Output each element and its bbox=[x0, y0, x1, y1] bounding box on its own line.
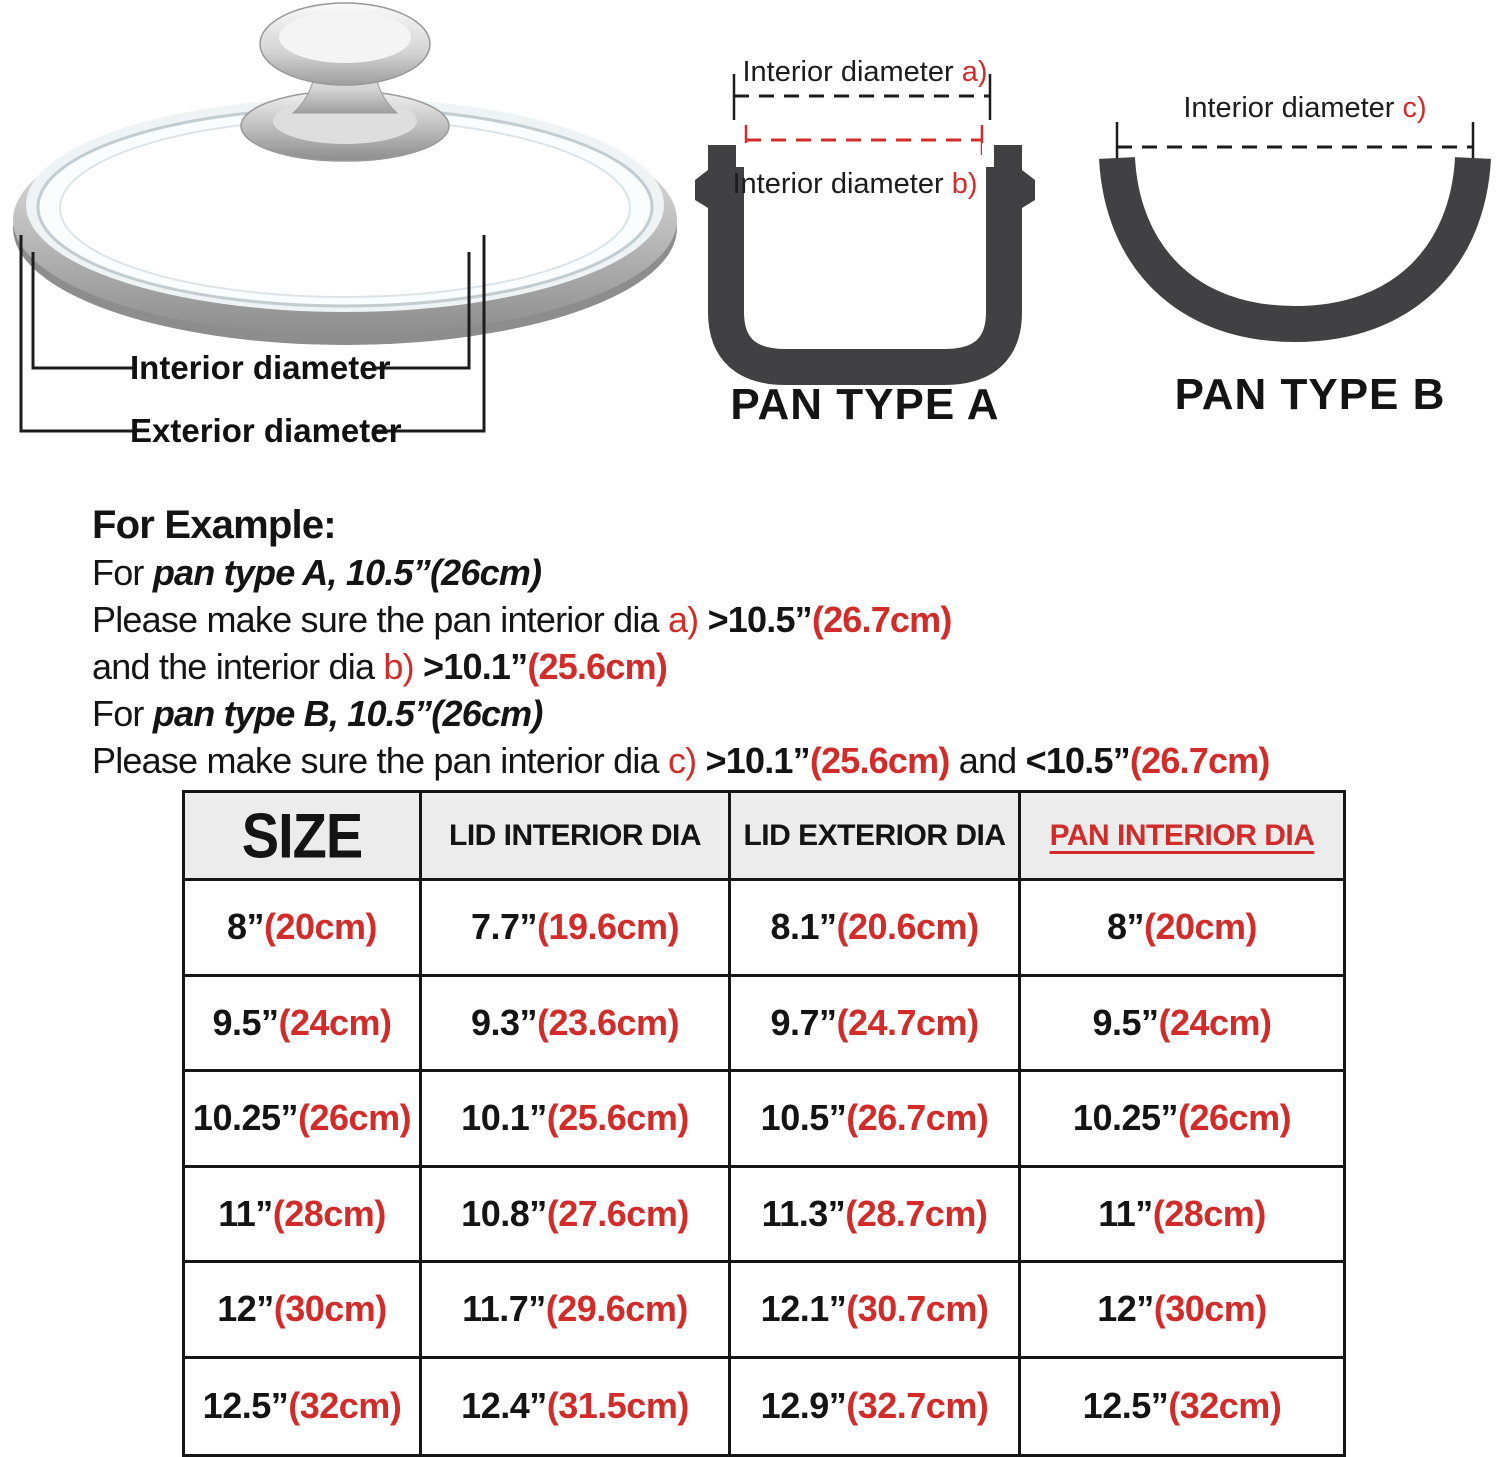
table-cell bbox=[731, 977, 1021, 1073]
size-table-header-lid-interior: LID INTERIOR DIA bbox=[422, 793, 731, 881]
text-segment: >10.1” bbox=[705, 740, 810, 781]
table-cell bbox=[185, 1072, 422, 1168]
text-segment: >10.1” bbox=[423, 646, 528, 687]
example-line-dia-a bbox=[92, 596, 1492, 643]
dim-a-text: Interior diameter bbox=[742, 56, 962, 88]
cell-centimeters: (28cm) bbox=[272, 1192, 386, 1234]
cell-inches: 12.9” bbox=[760, 1385, 847, 1427]
size-table-header-size bbox=[185, 793, 422, 881]
cell-centimeters: (30.7cm) bbox=[846, 1288, 989, 1330]
table-cell bbox=[422, 1072, 731, 1168]
pan-a-lid-seat-right bbox=[982, 143, 994, 167]
cell-centimeters: (30cm) bbox=[273, 1288, 387, 1330]
pan-a-flange-left bbox=[695, 170, 708, 208]
table-cell bbox=[185, 1359, 422, 1455]
text-segment: (26.7cm) bbox=[1129, 740, 1270, 781]
example-line-dia-c bbox=[92, 737, 1492, 784]
cell-inches: 7.7” bbox=[470, 906, 537, 948]
pan-type-a-figure bbox=[690, 30, 1040, 440]
cell-centimeters: (20.6cm) bbox=[836, 906, 979, 948]
lid-exterior-diameter-label: Exterior diameter bbox=[130, 412, 402, 449]
cell-inches: 12.5” bbox=[1082, 1385, 1169, 1427]
cell-inches: 9.5” bbox=[1092, 1001, 1159, 1043]
example-text-block bbox=[92, 502, 1492, 784]
cell-centimeters: (26cm) bbox=[298, 1097, 412, 1139]
text-segment: (25.6cm) bbox=[809, 740, 950, 781]
table-cell bbox=[422, 977, 731, 1073]
text-segment: (25.6cm) bbox=[527, 646, 668, 687]
cell-centimeters: (27.6cm) bbox=[546, 1192, 689, 1234]
cell-centimeters: (26cm) bbox=[1178, 1097, 1292, 1139]
table-cell bbox=[731, 1359, 1021, 1455]
knob-highlight bbox=[279, 11, 411, 63]
dim-c-text: Interior diameter bbox=[1183, 92, 1403, 124]
example-heading: For Example: bbox=[92, 503, 336, 547]
pan-type-b-caption: PAN TYPE B bbox=[1174, 370, 1446, 419]
pan-type-b-figure bbox=[1080, 60, 1500, 440]
cell-centimeters: (20cm) bbox=[1143, 906, 1258, 948]
cell-inches: 10.25” bbox=[1072, 1097, 1179, 1139]
cell-inches: 10.25” bbox=[192, 1097, 299, 1139]
cell-inches: 11” bbox=[218, 1192, 273, 1234]
table-cell bbox=[422, 1263, 731, 1359]
cell-inches: 8” bbox=[1106, 906, 1144, 948]
cell-inches: 9.3” bbox=[470, 1001, 537, 1043]
size-table-header-pan-interior: PAN INTERIOR DIA bbox=[1021, 793, 1343, 881]
cell-inches: 8.1” bbox=[770, 906, 837, 948]
text-segment: b) bbox=[383, 646, 424, 687]
pan-a-lid-seat-left bbox=[736, 143, 748, 167]
dim-c-mark: c) bbox=[1402, 92, 1427, 124]
size-table bbox=[182, 790, 1346, 1457]
text-segment: Please make sure the pan interior dia bbox=[92, 599, 668, 640]
table-cell bbox=[422, 881, 731, 977]
cell-inches: 11” bbox=[1098, 1192, 1153, 1234]
cell-centimeters: (26.7cm) bbox=[846, 1097, 989, 1139]
cell-inches: 12” bbox=[217, 1288, 274, 1330]
table-cell bbox=[731, 1168, 1021, 1264]
glass-lid-illustration bbox=[0, 0, 690, 470]
dim-b-text: Interior diameter bbox=[732, 168, 952, 200]
table-cell bbox=[185, 881, 422, 977]
table-cell bbox=[422, 1168, 731, 1264]
size-table-header-lid-exterior: LID EXTERIOR DIA bbox=[731, 793, 1021, 881]
cell-inches: 11.3” bbox=[761, 1192, 846, 1234]
cell-centimeters: (32cm) bbox=[288, 1385, 402, 1427]
table-cell bbox=[1021, 1263, 1343, 1359]
table-cell bbox=[731, 881, 1021, 977]
cell-centimeters: (30cm) bbox=[1153, 1288, 1267, 1330]
text-segment: pan type A, 10.5”(26cm) bbox=[152, 552, 542, 593]
text-segment: For bbox=[92, 693, 153, 734]
cell-centimeters: (32.7cm) bbox=[846, 1385, 989, 1427]
cell-centimeters: (24cm) bbox=[278, 1001, 392, 1043]
cell-inches: 8” bbox=[226, 906, 264, 948]
text-segment: <10.5” bbox=[1025, 740, 1130, 781]
cell-inches: 9.5” bbox=[212, 1001, 279, 1043]
dim-b-mark: b) bbox=[951, 168, 978, 200]
example-line-pan-a bbox=[92, 549, 1492, 596]
cell-inches: 11.7” bbox=[462, 1288, 546, 1330]
cell-inches: 9.7” bbox=[770, 1001, 837, 1043]
text-segment: and the interior dia bbox=[92, 646, 384, 687]
pan-a-dim-a-label bbox=[730, 56, 1000, 88]
example-line-dia-b bbox=[92, 643, 1492, 690]
cell-centimeters: (19.6cm) bbox=[536, 906, 680, 948]
table-cell bbox=[1021, 1072, 1343, 1168]
cell-inches: 12.4” bbox=[461, 1385, 547, 1427]
cell-centimeters: (32cm) bbox=[1168, 1385, 1282, 1427]
table-cell bbox=[731, 1072, 1021, 1168]
pan-type-a-illustration bbox=[690, 30, 1040, 440]
table-cell bbox=[1021, 1168, 1343, 1264]
table-cell bbox=[185, 1263, 422, 1359]
table-cell bbox=[731, 1263, 1021, 1359]
cell-inches: 10.1” bbox=[461, 1097, 547, 1139]
cell-centimeters: (25.6cm) bbox=[546, 1097, 689, 1139]
cell-centimeters: (29.6cm) bbox=[545, 1288, 688, 1330]
text-segment: a) bbox=[667, 599, 708, 640]
cell-inches: 10.5” bbox=[760, 1097, 847, 1139]
table-cell bbox=[1021, 977, 1343, 1073]
cell-inches: 12.5” bbox=[202, 1385, 289, 1427]
cell-centimeters: (23.6cm) bbox=[536, 1001, 680, 1043]
text-segment: >10.5” bbox=[707, 599, 812, 640]
table-cell bbox=[1021, 1359, 1343, 1455]
example-line-pan-b bbox=[92, 690, 1492, 737]
cell-centimeters: (24cm) bbox=[1158, 1001, 1272, 1043]
cell-centimeters: (28.7cm) bbox=[845, 1192, 988, 1234]
pan-a-flange-right bbox=[1022, 170, 1035, 208]
text-segment: Please make sure the pan interior dia bbox=[92, 740, 668, 781]
pan-type-a-caption: PAN TYPE A bbox=[730, 380, 1000, 429]
text-segment: and bbox=[949, 740, 1026, 781]
pan-b-dim-c-label bbox=[1165, 92, 1445, 124]
cell-inches: 10.8” bbox=[461, 1192, 547, 1234]
cell-inches: 12.1” bbox=[760, 1288, 847, 1330]
cell-centimeters: (20cm) bbox=[263, 906, 378, 948]
lid-interior-diameter-label: Interior diameter bbox=[130, 349, 391, 386]
text-segment: c) bbox=[667, 740, 706, 781]
table-cell bbox=[185, 1168, 422, 1264]
cell-inches: 12” bbox=[1097, 1288, 1154, 1330]
table-cell bbox=[185, 977, 422, 1073]
table-cell bbox=[422, 1359, 731, 1455]
cell-centimeters: (28cm) bbox=[1152, 1192, 1266, 1234]
table-cell bbox=[1021, 881, 1343, 977]
pan-b-wall bbox=[1117, 158, 1473, 324]
text-segment: For bbox=[92, 552, 153, 593]
header-size-text: SIZE bbox=[241, 800, 363, 871]
text-segment: (26.7cm) bbox=[811, 599, 952, 640]
lid-figure bbox=[0, 0, 690, 470]
cell-centimeters: (24.7cm) bbox=[836, 1001, 979, 1043]
text-segment: pan type B, 10.5”(26cm) bbox=[152, 693, 543, 734]
cell-centimeters: (31.5cm) bbox=[546, 1385, 689, 1427]
pan-a-dim-b-label bbox=[730, 168, 980, 200]
dim-a-mark: a) bbox=[961, 56, 988, 88]
